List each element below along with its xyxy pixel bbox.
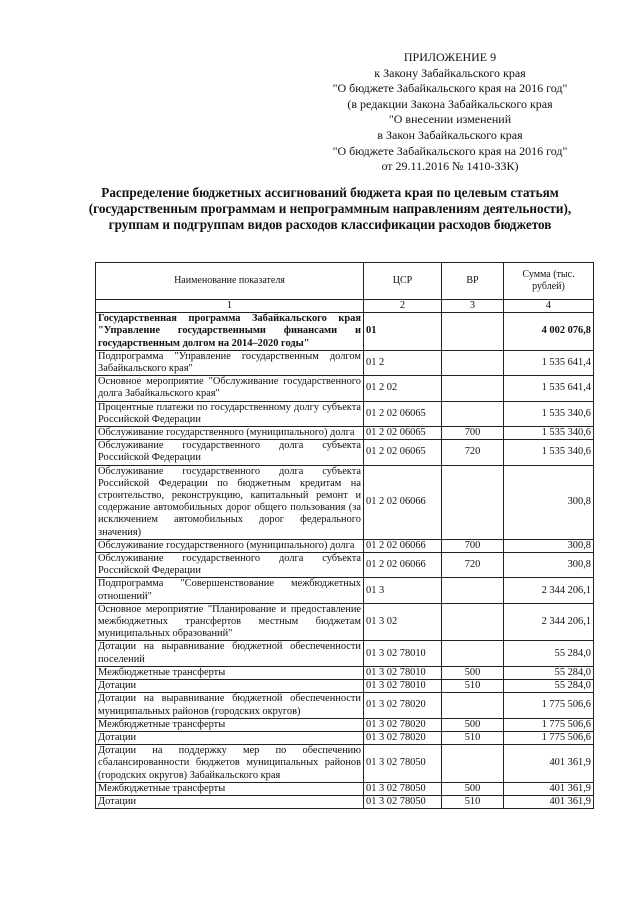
appendix-line: от 29.11.2016 № 1410-ЗЗК) (381, 159, 519, 174)
header-csr: ЦСР (364, 263, 442, 300)
header-vr: ВР (442, 263, 504, 300)
row-csr: 01 (364, 313, 442, 351)
table-row (96, 693, 594, 718)
row-csr: 01 3 02 78010 (364, 666, 442, 679)
row-sum: 2 344 206,1 (504, 578, 594, 603)
table-row (96, 680, 594, 693)
row-vr (442, 603, 504, 641)
row-sum: 1 535 641,4 (504, 376, 594, 401)
row-vr: 510 (442, 680, 504, 693)
row-name: Обслуживание государственного долга субъекта Российской Федерации (96, 553, 364, 578)
row-name: Межбюджетные трансферты (96, 666, 364, 679)
row-csr: 01 3 02 (364, 603, 442, 641)
row-sum: 4 002 076,8 (504, 313, 594, 351)
table-row (96, 401, 594, 426)
row-vr: 500 (442, 666, 504, 679)
row-vr (442, 693, 504, 718)
appendix-line: в Закон Забайкальского края (377, 127, 523, 142)
row-vr: 720 (442, 553, 504, 578)
row-csr: 01 2 02 06066 (364, 465, 442, 539)
budget-table (95, 262, 594, 809)
table-row (96, 666, 594, 679)
row-name: Межбюджетные трансферты (96, 718, 364, 731)
row-sum: 401 361,9 (504, 795, 594, 808)
row-vr (442, 350, 504, 375)
row-csr: 01 2 (364, 350, 442, 375)
table-row (96, 641, 594, 666)
table-row (96, 578, 594, 603)
column-number: 2 (364, 300, 442, 313)
row-vr: 500 (442, 718, 504, 731)
row-name: Обслуживание государственного долга субъекта Российской Федерации (96, 440, 364, 465)
row-name: Обслуживание государственного (муниципального) долга (96, 427, 364, 440)
row-name: Обслуживание государственного (муниципального) долга (96, 539, 364, 552)
row-name: Государственная программа Забайкальского края "Управление государственными финансами и государственным долгом на 2014–2020 годы" (96, 313, 364, 351)
row-name: Межбюджетные трансферты (96, 782, 364, 795)
row-vr (442, 313, 504, 351)
table-row (96, 465, 594, 539)
column-number: 1 (96, 300, 364, 313)
row-sum: 1 535 641,4 (504, 350, 594, 375)
row-name: Дотации на поддержку мер по обеспечению сбалансированности бюджетов муниципальных районов (городских округов) Забайкальского края (96, 745, 364, 783)
column-number: 3 (442, 300, 504, 313)
row-name: Обслуживание государственного долга субъекта Российской Федерации по бюджетным кредитам на строительство, реконструкцию, капитальный ремонт и содержание автомобильных дорог общего пользования (за исключением автомобильных дорог федерального значения) (96, 465, 364, 539)
row-sum: 1 535 340,6 (504, 440, 594, 465)
row-csr: 01 3 02 78020 (364, 718, 442, 731)
row-name: Основное мероприятие "Планирование и предоставление межбюджетных трансфертов местным бюджетам муниципальных образований" (96, 603, 364, 641)
table-row (96, 718, 594, 731)
column-number: 4 (504, 300, 594, 313)
row-csr: 01 3 02 78020 (364, 731, 442, 744)
table-row (96, 553, 594, 578)
row-vr (442, 641, 504, 666)
row-vr (442, 376, 504, 401)
row-name: Дотации (96, 795, 364, 808)
row-csr: 01 3 02 78050 (364, 782, 442, 795)
row-csr: 01 3 02 78050 (364, 745, 442, 783)
row-name: Дотации (96, 680, 364, 693)
row-vr: 510 (442, 731, 504, 744)
table-row (96, 539, 594, 552)
row-name: Дотации на выравнивание бюджетной обеспеченности поселений (96, 641, 364, 666)
row-sum: 300,8 (504, 553, 594, 578)
row-csr: 01 3 02 78010 (364, 680, 442, 693)
row-name: Дотации на выравнивание бюджетной обеспеченности муниципальных районов (городских округов) (96, 693, 364, 718)
row-csr: 01 2 02 06065 (364, 427, 442, 440)
row-csr: 01 3 02 78010 (364, 641, 442, 666)
table-row (96, 731, 594, 744)
table-row (96, 782, 594, 795)
table-header-row (96, 263, 594, 300)
row-sum: 1 775 506,6 (504, 693, 594, 718)
table-row (96, 376, 594, 401)
row-sum: 1 535 340,6 (504, 427, 594, 440)
column-number-row (96, 300, 594, 313)
row-csr: 01 2 02 06065 (364, 401, 442, 426)
row-vr (442, 401, 504, 426)
row-csr: 01 2 02 06065 (364, 440, 442, 465)
row-sum: 300,8 (504, 465, 594, 539)
row-name: Основное мероприятие "Обслуживание государственного долга Забайкальского края" (96, 376, 364, 401)
row-csr: 01 3 (364, 578, 442, 603)
row-vr (442, 745, 504, 783)
document-title: Распределение бюджетных ассигнований бюджета края по целевым статьям (государственным программам и непрограммным направлениям деятельности), группам и подгруппам видов расходов классификации расходов бюджетов (88, 185, 572, 233)
appendix-line: к Закону Забайкальского края (374, 65, 526, 80)
row-csr: 01 3 02 78020 (364, 693, 442, 718)
row-vr: 700 (442, 539, 504, 552)
row-sum: 401 361,9 (504, 782, 594, 795)
row-name: Дотации (96, 731, 364, 744)
row-sum: 2 344 206,1 (504, 603, 594, 641)
header-sum: Сумма (тыс. рублей) (504, 263, 594, 300)
row-vr: 510 (442, 795, 504, 808)
row-sum: 300,8 (504, 539, 594, 552)
row-sum: 55 284,0 (504, 641, 594, 666)
table-row (96, 350, 594, 375)
row-vr: 500 (442, 782, 504, 795)
appendix-line: "О внесении изменений (388, 112, 512, 127)
row-csr: 01 2 02 06066 (364, 553, 442, 578)
row-sum: 55 284,0 (504, 666, 594, 679)
appendix-header (300, 50, 600, 175)
table-row (96, 795, 594, 808)
table-row (96, 313, 594, 351)
row-sum: 55 284,0 (504, 680, 594, 693)
appendix-line: "О бюджете Забайкальского края на 2016 год" (332, 81, 568, 96)
row-csr: 01 2 02 (364, 376, 442, 401)
appendix-line: "О бюджете Забайкальского края на 2016 год" (332, 143, 568, 158)
table-row (96, 603, 594, 641)
table-body (96, 313, 594, 809)
row-name: Подпрограмма "Совершенствование межбюджетных отношений" (96, 578, 364, 603)
row-name: Процентные платежи по государственному долгу субъекта Российской Федерации (96, 401, 364, 426)
appendix-line: (в редакции Закона Забайкальского края (347, 96, 553, 111)
row-sum: 1 535 340,6 (504, 401, 594, 426)
row-sum: 1 775 506,6 (504, 731, 594, 744)
row-sum: 1 775 506,6 (504, 718, 594, 731)
row-csr: 01 2 02 06066 (364, 539, 442, 552)
header-name: Наименование показателя (96, 263, 364, 300)
row-sum: 401 361,9 (504, 745, 594, 783)
row-name: Подпрограмма "Управление государственным долгом Забайкальского края" (96, 350, 364, 375)
table-row (96, 440, 594, 465)
row-vr (442, 578, 504, 603)
table-row (96, 427, 594, 440)
row-vr: 700 (442, 427, 504, 440)
row-vr: 720 (442, 440, 504, 465)
table-row (96, 745, 594, 783)
row-csr: 01 3 02 78050 (364, 795, 442, 808)
row-vr (442, 465, 504, 539)
appendix-line: ПРИЛОЖЕНИЕ 9 (403, 50, 497, 64)
